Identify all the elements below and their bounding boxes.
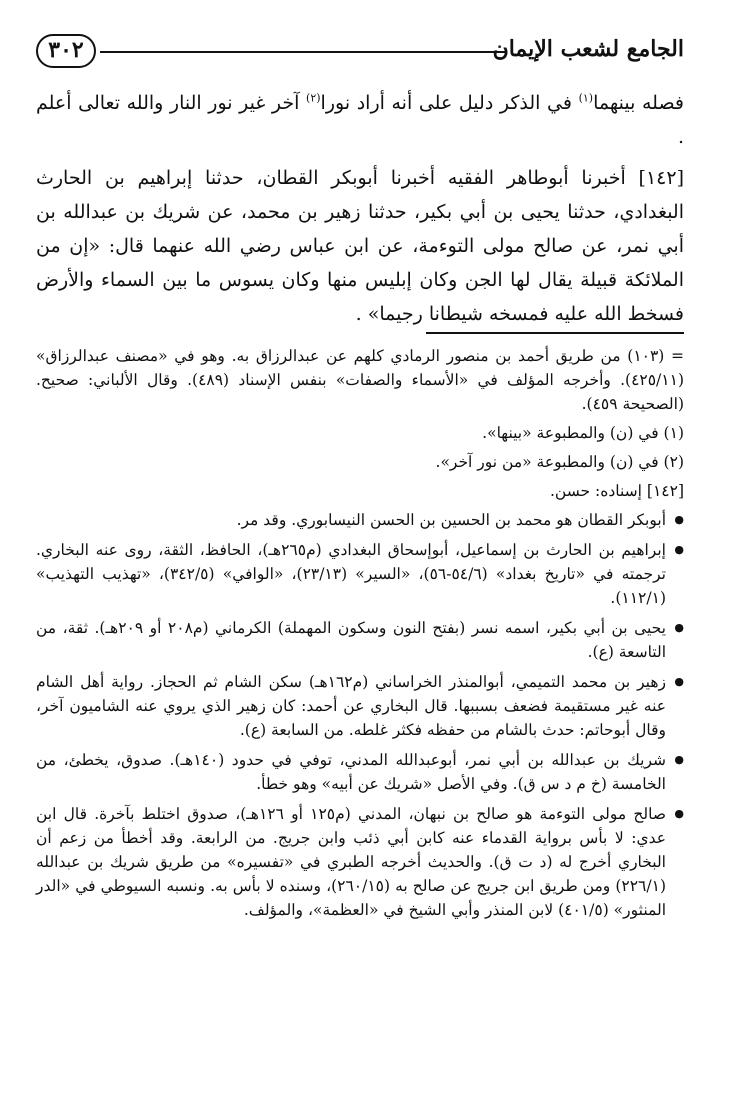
- p1-part-b: في الذكر دليل على أنه أراد نورا: [320, 92, 579, 114]
- narrator-note: ● صالح مولى التوءمة هو صالح بن نبهان، المدني (م١٢٥ أو ١٢٦هـ)، صدوق اختلط بآخرة. قال ابن عدي: لا بأس برواية القدماء عنه كابن أبي ذئب وابن جريج. من الرابعة. وقد أخطأ من زعم أن البخاري أخرج له (د ت ق). والحديث أخرجه الطبري في «تفسيره» من طريق شريك بن عبدالله (٢٢٦/١) ومن طريق ابن جريج عن صالح به (٢٦٠/١٥)، وسنده لا بأس به. ونسبه السيوطي في «الدر المنثور» (٤٠١/٥) لابن المنذر وأبي الشيخ في «العظمة»، والمؤلف.: [36, 802, 684, 922]
- footnote-ref-1: (١): [578, 91, 594, 105]
- footnotes: [36, 344, 684, 928]
- footnote-ref-2: (٢): [306, 91, 321, 105]
- p1-part-c: آخر غير نور النار والله تعالى أعلم .: [36, 92, 684, 148]
- narrator-note: ● شريك بن عبدالله بن أبي نمر، أبوعبدالله المدني، توفي في حدود (١٤٠هـ). صدوق، يخطئ، من الخامسة (خ م د س ق). وفي الأصل «شريك عن أبيه» وهو خطأ.: [36, 748, 684, 796]
- header-rule: [100, 51, 506, 53]
- main-text: [36, 86, 684, 331]
- narrator-note: ● أبوبكر القطان هو محمد بن الحسين بن الحسن النيسابوري. وقد مر.: [36, 508, 684, 532]
- page-number: ٣٠٢: [36, 34, 96, 68]
- footnote-divider: [426, 332, 684, 334]
- narrator-note: ● إبراهيم بن الحارث بن إسماعيل، أبوإسحاق البغدادي (م٢٦٥هـ)، الحافظ، الثقة، روى عنه البخاري. ترجمته في «تاريخ بغداد» (٥٤/٦-٥٦)، «السير» (٢٣/١٣)، «الوافي» (٣٤٢/٥)، «تهذيب التهذيب» (١١٢/١).: [36, 538, 684, 610]
- book-title: الجامع لشعب الإيمان: [492, 36, 684, 62]
- footnote-1: (١) في (ن) والمطبوعة «بينها».: [482, 424, 684, 442]
- isnad-grade: [١٤٢] إسناده: حسن.: [549, 482, 684, 500]
- narrator-note: ● يحيى بن أبي بكير، اسمه نسر (بفتح النون وسكون المهملة) الكرماني (م٢٠٨ أو ٢٠٩هـ). ثقة، من التاسعة (ع).: [36, 616, 684, 664]
- footnote-2: (٢) في (ن) والمطبوعة «من نور آخر».: [435, 453, 684, 471]
- hadith-paragraph: [١٤٢] أخبرنا أبوطاهر الفقيه أخبرنا أبوبكر القطان، حدثنا إبراهيم بن الحارث البغدادي، حدثنا يحيى بن أبي بكير، حدثنا زهير بن محمد، عن شريك بن عبدالله بن أبي نمر، عن صالح مولى التوءمة، عن ابن عباس رضي الله عنهما قال: «إن من الملائكة قبيلة يقال لها الجن وكان إبليس منها وكان يسوس ما بين السماء والأرض فسخط الله عليه فمسخه شيطانا رجيما» .: [36, 167, 684, 325]
- narrator-list: [36, 508, 684, 922]
- narrator-note: ● زهير بن محمد التميمي، أبوالمنذر الخراساني (م١٦٢هـ) سكن الشام ثم الحجاز. رواية أهل الشام عنه غير مستقيمة فضعف بسببها. قال البخاري عن أحمد: كان زهير الذي يروي عنه الشاميون آخر، وقال أبوحاتم: حدث بالشام من حفظه فكثر غلطه. من السابعة (ع).: [36, 670, 684, 742]
- main-paragraph-1: [36, 86, 684, 154]
- page-header: [36, 30, 684, 80]
- p1-part-a: فصله بينهما: [593, 92, 684, 114]
- footnote-continuation: = (١٠٣) من طريق أحمد بن منصور الرمادي كلهم عن عبدالرزاق به. وهو في «مصنف عبدالرزاق» (٤٢٥/١١). وأخرجه المؤلف في «الأسماء والصفات» بنفس الإسناد (٤٨٩). وقال الألباني: صحيح. (الصحيحة ٤٥٩).: [36, 347, 685, 413]
